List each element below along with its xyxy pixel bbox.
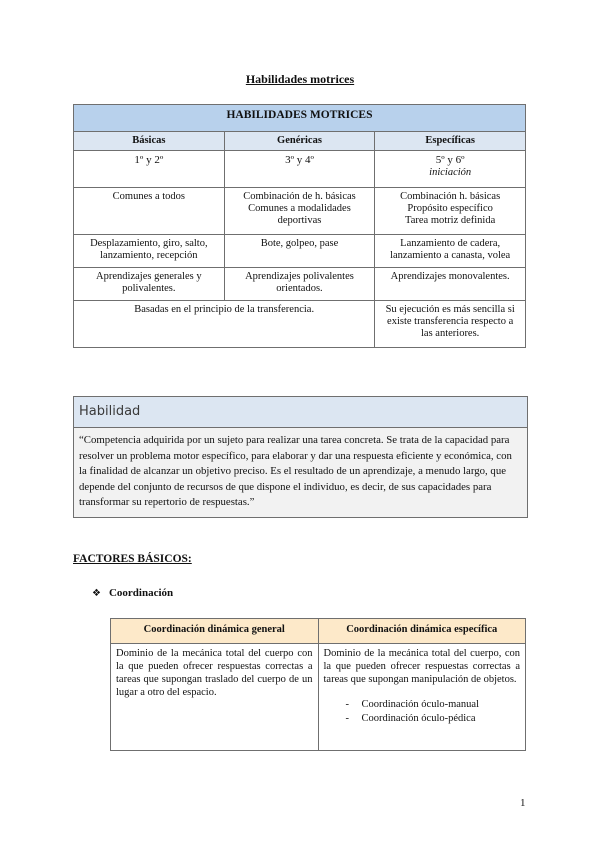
- list-item: [346, 712, 521, 726]
- coordinacion-bullet: [92, 587, 173, 599]
- characteristics-cell: Combinación de h. básicas Comunes a modalidades deportivas: [224, 188, 375, 235]
- bullet-label: Coordinación: [108, 587, 174, 599]
- transfer-cell: Basadas en el principio de la transferencia.: [74, 301, 375, 348]
- header-coordinacion-especifica: Coordinación dinámica específica: [318, 619, 526, 644]
- coordinacion-general-text: Dominio de la mecánica total del cuerpo con la que pueden ofrecer respuestas correctas a tareas que supongan traslado del cuerpo de un lugar a otro del espacio.: [116, 648, 313, 698]
- habilidad-definition-box: [73, 396, 528, 518]
- list-item-label: Coordinación óculo-manual: [361, 699, 480, 710]
- dash-icon: -: [345, 713, 349, 724]
- list-item-label: Coordinación óculo-pédica: [361, 713, 476, 724]
- age-value: 5º y 6º: [435, 154, 465, 166]
- coordinacion-especifica-cell: [318, 644, 526, 751]
- document-title: Habilidades motrices: [245, 72, 355, 86]
- characteristics-cell: Combinación h. básicas Propósito específico Tarea motriz definida: [375, 188, 526, 235]
- header-coordinacion-general: Coordinación dinámica general: [111, 619, 319, 644]
- factores-basicos-heading: FACTORES BÁSICOS:: [73, 553, 192, 565]
- habilidad-box-title: Habilidad: [74, 397, 527, 428]
- coordinacion-especifica-text: Dominio de la mecánica total del cuerpo, con la que pueden ofrecer respuestas correctas a tareas que supongan manipulación de objetos.: [323, 648, 520, 685]
- learning-cell: Aprendizajes generales y polivalentes.: [74, 268, 225, 301]
- age-note: iniciación: [429, 167, 472, 178]
- age-value: 3º y 4º: [285, 154, 314, 166]
- column-header-especificas: Específicas: [375, 132, 526, 151]
- dash-icon: -: [345, 699, 349, 710]
- coordinacion-table: [110, 618, 526, 751]
- age-cell-especificas: [375, 151, 526, 188]
- age-cell-genericas: [224, 151, 375, 188]
- list-item: [346, 698, 521, 712]
- coordinacion-list: [324, 698, 521, 726]
- learning-cell: Aprendizajes polivalentes orientados.: [224, 268, 375, 301]
- learning-cell: Aprendizajes monovalentes.: [375, 268, 526, 301]
- movements-cell: Bote, golpeo, pase: [224, 235, 375, 268]
- characteristics-cell: Comunes a todos: [74, 188, 225, 235]
- diamond-bullet-icon: ❖: [92, 588, 101, 599]
- transfer-note-cell: Su ejecución es más sencilla si existe transferencia respecto a las anteriores.: [375, 301, 526, 348]
- column-header-genericas: Genéricas: [224, 132, 375, 151]
- movements-cell: Lanzamiento de cadera, lanzamiento a canasta, volea: [375, 235, 526, 268]
- age-cell-basicas: [74, 151, 225, 188]
- movements-cell: Desplazamiento, giro, salto, lanzamiento, recepción: [74, 235, 225, 268]
- page-number: 1: [520, 797, 526, 809]
- table-header: HABILIDADES MOTRICES: [74, 105, 526, 132]
- habilidad-definition-text: “Competencia adquirida por un sujeto para realizar una tarea concreta. Se trata de la capacidad para resolver un problema motor específico, para elaborar y dar una respuesta eficiente y económica, con la finalidad de alcanzar un objetivo preciso. Es el resultado de un aprendizaje, a menudo largo, que depende del conjunto de recursos de que dispone el individuo, es decir, de sus capacidades para transformar su repertorio de respuestas.”: [79, 434, 512, 508]
- column-header-basicas: Básicas: [74, 132, 225, 151]
- age-value: 1º y 2º: [134, 154, 164, 166]
- habilidades-motrices-table: [73, 104, 526, 348]
- coordinacion-general-cell: [111, 644, 319, 751]
